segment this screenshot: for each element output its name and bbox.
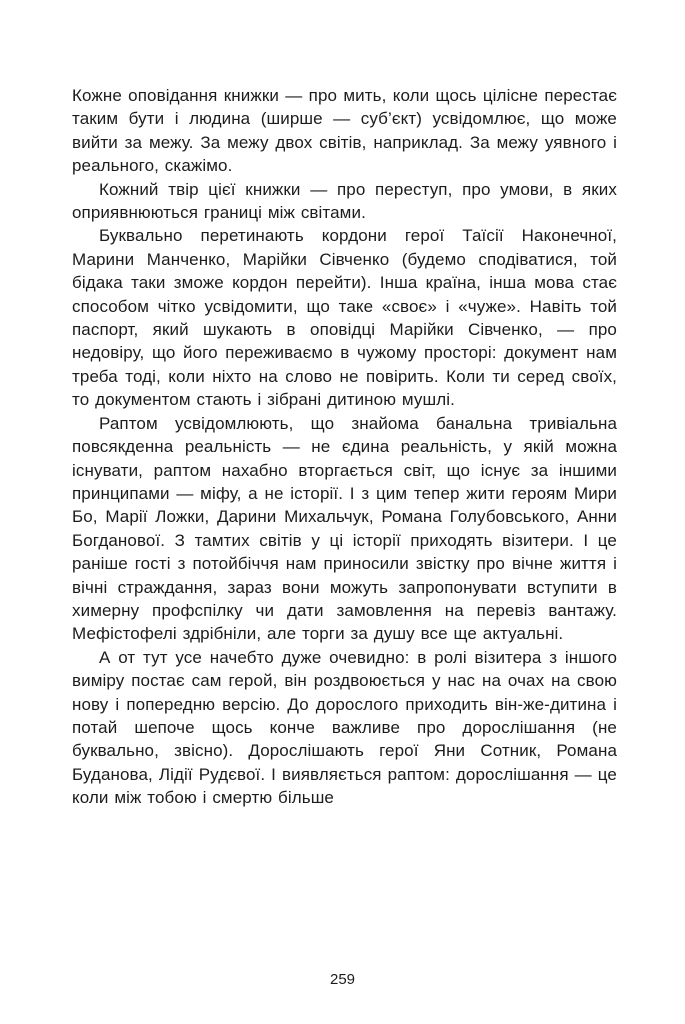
body-text xyxy=(72,84,617,810)
paragraph: Буквально перетинають кордони герої Таїсії Наконечної, Марини Манченко, Марійки Сівченко (будемо сподіватися, той бідака таки зможе кордон перейти). Інша країна, інша мова стає способом чітко усвідомити, що таке «своє» і «чуже». Навіть той паспорт, який шукають в оповідці Марійки Сівченко, — про недовіру, що його переживаємо в чужому просторі: документ нам треба тоді, коли ніхто на слово не повірить. Коли ти серед своїх, то документом стають і зібрані дитиною мушлі. xyxy=(72,226,617,410)
paragraph: Кожне оповідання книжки — про мить, коли щось цілісне перестає таким бути і людина (ширше — суб’єкт) усвідомлює, що може вийти за межу. За межу двох світів, наприклад. За межу уявного і реального, скажімо. xyxy=(72,86,617,176)
paragraph: Кожний твір цієї книжки — про переступ, про умови, в яких оприявнюються границі між світами. xyxy=(72,179,617,223)
paragraph: Раптом усвідомлюють, що знайома банальна тривіальна повсякденна реальність — не єдина реальність, у якій можна існувати, раптом нахабно вторгається світ, що існує за іншими принципами — міфу, а не історії. І з цим тепер жити героям Мири Бо, Марії Ложки, Дарини Михальчук, Романа Голубовського, Анни Богданової. З тамтих світів у ці історії приходять візитери. І це раніше гості з потойбіччя нам приносили звістку про вічне життя і вічні страждання, зараз вони можуть запропонувати вступити в химерну профспілку чи дати замовлення на перевіз вантажу. Мефістофелі здрібніли, але торги за душу все ще актуальні. xyxy=(72,413,617,644)
page-number: 259 xyxy=(329,971,356,988)
paragraph: А от тут усе начебто дуже очевидно: в ролі візитера з іншого виміру постає сам герой, він роздвоюється у нас на очах на свою нову і попередню версію. До дорослого приходить він-же-дитина і потай шепоче щось конче важливе про дорослішання (не буквально, звісно). Дорослішають герої Яни Сотник, Романа Буданова, Лідії Рудєвої. І виявляється раптом: дорослішання — це коли між тобою і смертю більше xyxy=(72,647,617,808)
